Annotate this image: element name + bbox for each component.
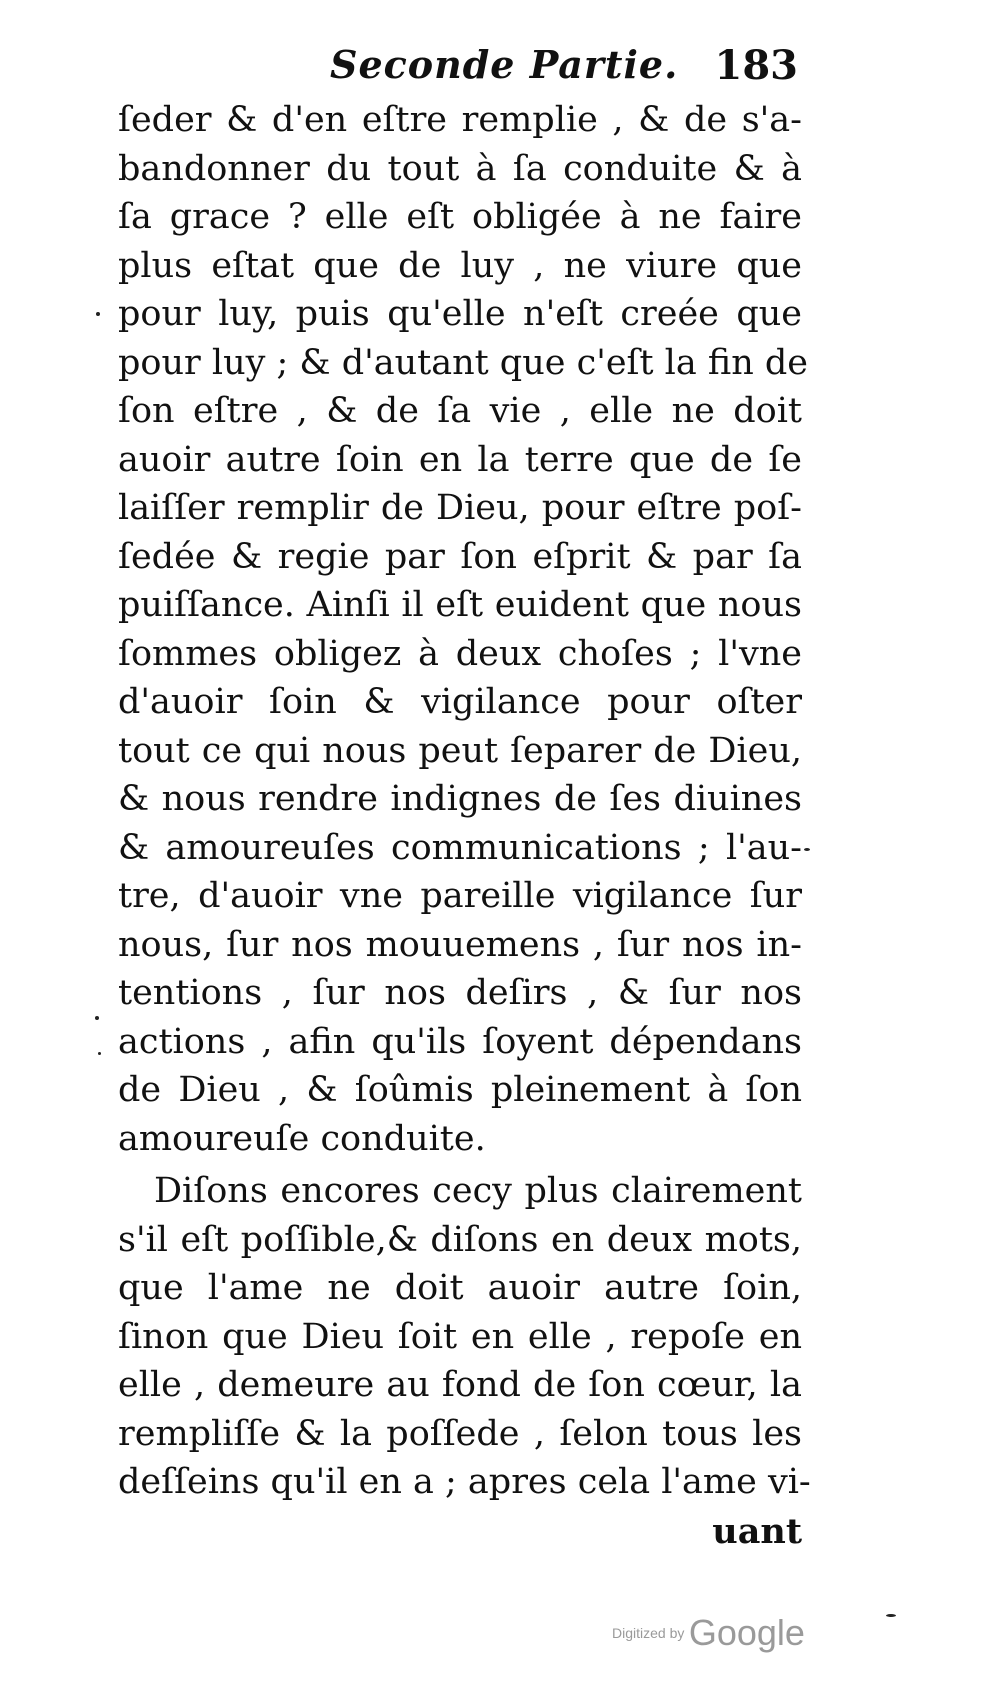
text-line: de Dieu , & ſoûmis pleinement à ſon [118,1070,802,1110]
running-title: Seconde Partie. [330,42,679,87]
digitized-by-label: Digitized by [612,1625,685,1641]
text-line: s'il eſt poſſible,& diſons en deux mots, [118,1219,802,1260]
ink-speck [804,848,810,851]
running-header [118,42,798,94]
ink-speck [96,312,100,316]
paragraph-2 [118,1167,811,1507]
text-line: Diſons encores cecy plus clairement [154,1171,802,1211]
text-line: deſſeins qu'il en a ; apres cela l'ame vi- [118,1462,811,1502]
text-line: ſommes obligez à deux choſes ; l'vne [118,633,802,674]
ink-speck [886,1614,896,1617]
text-line: amoureuſe conduite. [118,1118,486,1159]
text-line: plus eſtat que de luy , ne viure que [118,245,802,286]
text-line: ſeder & d'en eſtre remplie , & de s'a- [118,100,802,140]
text-line: & nous rendre indignes de ſes diuines [118,779,802,819]
page-number: 183 [714,42,798,89]
text-line: d'auoir ſoin & vigilance pour oſter [118,682,802,722]
digitized-by-google-watermark [612,1612,805,1654]
text-line: tre, d'auoir vne pareille vigilance ſur [118,876,802,916]
text-line: ſon eſtre , & de ſa vie , elle ne doit [118,391,802,431]
catchword: uant [712,1510,802,1552]
text-line: tentions , ſur nos deſirs , & ſur nos [118,973,802,1013]
text-line: auoir autre ſoin en la terre que de ſe [118,439,802,480]
body-text [118,96,811,1557]
text-line: pour luy ; & d'autant que c'eſt la fin de [118,342,808,383]
paragraph-1 [118,96,808,1163]
text-line: & amoureuſes communications ; l'au- [118,827,802,868]
text-line: rempliſſe & la poſſede , ſelon tous les [118,1413,802,1454]
text-line: ſinon que Dieu ſoit en elle , repoſe en [118,1316,802,1357]
text-line: tout ce qui nous peut ſeparer de Dieu, [118,730,802,771]
text-line: puiſſance. Ainſi il eſt euident que nous [118,585,802,625]
ink-speck [98,1052,101,1055]
text-line: ſedée & regie par ſon eſprit & par ſa [118,536,802,577]
ink-speck [95,1016,99,1020]
text-line: actions , afin qu'ils ſoyent dépendans [118,1021,802,1062]
text-line: que l'ame ne doit auoir autre ſoin, [118,1268,802,1308]
text-line: elle , demeure au fond de ſon cœur, la [118,1365,802,1405]
text-line: laiſſer remplir de Dieu, pour eſtre poſ- [118,488,802,528]
text-line: pour luy, puis qu'elle n'eſt creée que [118,294,802,334]
google-logo: Google [688,1612,805,1653]
text-line: nous, ſur nos mouuemens , ſur nos in- [118,924,802,965]
text-line: bandonner du tout à ſa conduite & à [118,148,802,189]
text-line: ſa grace ? elle eſt obligée à ne faire [118,197,802,237]
